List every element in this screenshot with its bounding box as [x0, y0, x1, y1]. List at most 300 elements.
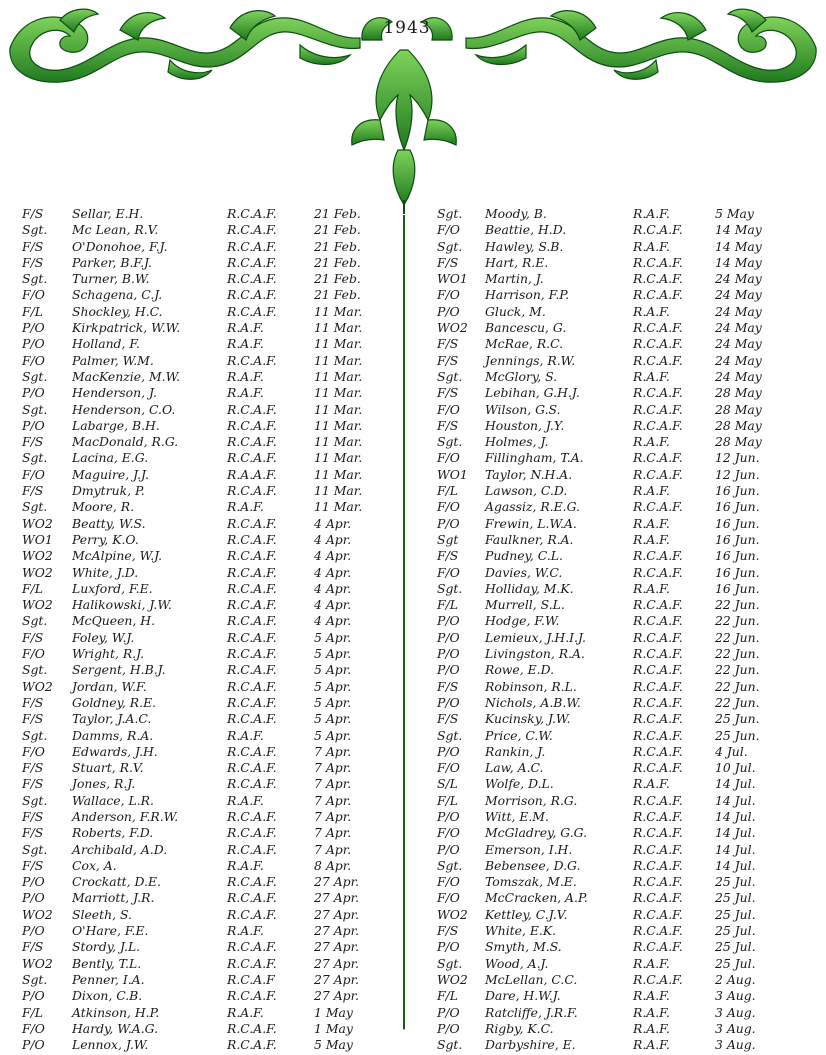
entry-air-force: R.A.F.: [227, 857, 264, 873]
entry-date: 7 Apr.: [314, 760, 352, 776]
entry-air-force: R.C.A.F.: [227, 662, 277, 678]
entry-name: Lennox, J.W.: [72, 1037, 149, 1053]
entry-air-force: R.C.A.F.: [633, 629, 683, 645]
entry-date: 27 Apr.: [314, 906, 360, 922]
entry-air-force: R.A.F.: [227, 385, 264, 401]
entry-name: Mc Lean, R.V.: [72, 222, 159, 238]
entry-air-force: R.A.F.: [633, 206, 670, 221]
entry-rank: F/O: [22, 1020, 45, 1036]
entry-air-force: R.C.A.F.: [227, 417, 277, 433]
entry-rank: F/S: [22, 711, 44, 727]
entry-rank: F/S: [22, 254, 44, 270]
entry-date: 24 May: [715, 368, 762, 384]
entry-date: 5 May: [715, 206, 754, 221]
entry-air-force: R.A.F.: [227, 499, 264, 515]
entry-rank: WO2: [22, 515, 53, 531]
entry-date: 16 Jun.: [715, 580, 760, 596]
entry-name: Wright, R.J.: [72, 646, 145, 662]
entry-rank: P/O: [437, 1004, 460, 1020]
entry-date: 24 May: [715, 287, 762, 303]
entry-rank: F/L: [437, 988, 458, 1004]
entry-air-force: R.A.F.: [227, 320, 264, 336]
entry-air-force: R.C.A.F.: [227, 597, 277, 613]
entry-date: 3 Aug.: [715, 1037, 756, 1053]
entry-air-force: R.C.A.F.: [227, 254, 277, 270]
entry-date: 12 Jun.: [715, 466, 760, 482]
entry-air-force: R.C.A.F.: [633, 825, 683, 841]
entry-date: 5 Apr.: [314, 711, 352, 727]
entry-date: 3 Aug.: [715, 988, 756, 1004]
entry-date: 11 Mar.: [314, 499, 363, 515]
entry-air-force: R.A.F.: [633, 483, 670, 499]
entry-name: MacKenzie, M.W.: [72, 368, 181, 384]
entry-air-force: R.C.A.F.: [633, 352, 683, 368]
entry-name: Goldney, R.E.: [72, 694, 157, 710]
entry-air-force: R.C.A.F.: [227, 580, 277, 596]
entry-date: 24 May: [715, 336, 762, 352]
entry-name: Ratcliffe, J.R.F.: [485, 1004, 578, 1020]
entry-name: Pudney, C.L.: [485, 548, 563, 564]
entry-name: Edwards, J.H.: [72, 743, 158, 759]
entry-rank: F/S: [22, 238, 44, 254]
entry-date: 25 Jun.: [715, 727, 760, 743]
entry-date: 14 Jul.: [715, 841, 756, 857]
entry-date: 11 Mar.: [314, 434, 363, 450]
entry-date: 22 Jun.: [715, 597, 760, 613]
entry-date: 3 Aug.: [715, 1004, 756, 1020]
entry-date: 25 Jul.: [715, 906, 756, 922]
entry-rank: P/O: [22, 417, 45, 433]
entry-rank: F/O: [437, 874, 460, 890]
entry-rank: F/O: [437, 287, 460, 303]
entry-date: 4 Apr.: [314, 597, 352, 613]
entry-rank: P/O: [437, 1020, 460, 1036]
entry-air-force: R.A.F.: [633, 955, 670, 971]
entry-rank: F/L: [22, 580, 43, 596]
entry-rank: F/O: [22, 743, 45, 759]
entry-air-force: R.C.A.F.: [227, 760, 277, 776]
entry-rank: Sgt.: [22, 727, 48, 743]
entry-air-force: R.C.A.F.: [633, 450, 683, 466]
entry-air-force: R.C.A.F.: [633, 760, 683, 776]
entry-air-force: R.A.F.: [227, 727, 264, 743]
entry-name: McAlpine, W.J.: [72, 548, 163, 564]
entry-rank: F/O: [22, 287, 45, 303]
entry-date: 7 Apr.: [314, 825, 352, 841]
entry-rank: P/O: [437, 629, 460, 645]
entry-name: Beatty, W.S.: [72, 515, 146, 531]
entry-date: 24 May: [715, 352, 762, 368]
entry-date: 5 May: [314, 1037, 353, 1053]
entry-rank: P/O: [22, 923, 45, 939]
entry-rank: WO2: [22, 548, 53, 564]
entry-date: 27 Apr.: [314, 955, 360, 971]
entry-name: Taylor, N.H.A.: [485, 466, 573, 482]
entry-date: 2 Aug.: [715, 971, 756, 987]
entry-air-force: R.C.A.F.: [633, 662, 683, 678]
entry-air-force: R.C.A.F.: [227, 955, 277, 971]
entry-date: 25 Jun.: [715, 711, 760, 727]
entry-rank: Sgt.: [22, 450, 48, 466]
entry-air-force: R.C.A.F.: [633, 923, 683, 939]
entry-rank: Sgt.: [437, 238, 463, 254]
entry-rank: Sgt.: [437, 1037, 463, 1053]
entry-rank: Sgt: [437, 531, 459, 547]
entry-rank: F/S: [437, 352, 459, 368]
entry-rank: WO1: [437, 466, 468, 482]
entry-name: Maguire, J.J.: [72, 466, 149, 482]
entry-name: Holliday, M.K.: [485, 580, 574, 596]
entry-date: 25 Jul.: [715, 874, 756, 890]
entry-air-force: R.C.A.F.: [227, 303, 277, 319]
entry-name: Penner, I.A.: [72, 971, 145, 987]
entry-name: Wallace, L.R.: [72, 792, 154, 808]
entry-name: Henderson, C.O.: [72, 401, 176, 417]
entry-rank: F/L: [22, 1004, 43, 1020]
entry-rank: WO2: [22, 564, 53, 580]
entry-date: 11 Mar.: [314, 466, 363, 482]
entry-name: Bently, T.L.: [72, 955, 142, 971]
entry-date: 11 Mar.: [314, 303, 363, 319]
entry-name: Davies, W.C.: [485, 564, 563, 580]
entry-date: 14 Jul.: [715, 808, 756, 824]
entry-name: Lacina, E.G.: [72, 450, 149, 466]
entry-name: Darbyshire, E.: [485, 1037, 576, 1053]
entry-name: Martin, J.: [485, 271, 544, 287]
entry-name: Morrison, R.G.: [485, 792, 578, 808]
entry-name: Roberts, F.D.: [72, 825, 154, 841]
entry-air-force: R.C.A.F.: [633, 646, 683, 662]
entry-date: 22 Jun.: [715, 662, 760, 678]
entry-name: Law, A.C.: [485, 760, 544, 776]
entry-name: Robinson, R.L.: [485, 678, 577, 694]
entry-rank: Sgt.: [437, 434, 463, 450]
entry-name: Bebensee, D.G.: [485, 857, 581, 873]
entry-air-force: R.C.A.F.: [633, 271, 683, 287]
entry-name: Rigby, K.C.: [485, 1020, 554, 1036]
entry-date: 22 Jun.: [715, 678, 760, 694]
entry-date: 27 Apr.: [314, 874, 360, 890]
entry-rank: Sgt.: [22, 662, 48, 678]
entry-name: Price, C.W.: [485, 727, 553, 743]
entry-rank: WO2: [437, 971, 468, 987]
entry-name: Livingston, R.A.: [485, 646, 585, 662]
entry-rank: F/S: [22, 483, 44, 499]
entry-air-force: R.C.A.F.: [633, 254, 683, 270]
entry-date: 21 Feb.: [314, 254, 361, 270]
entry-name: Sellar, E.H.: [72, 206, 144, 221]
entry-date: 4 Apr.: [314, 580, 352, 596]
entry-rank: P/O: [22, 1037, 45, 1053]
entry-rank: P/O: [437, 303, 460, 319]
entry-name: Agassiz, R.E.G.: [485, 499, 580, 515]
entry-rank: WO2: [22, 906, 53, 922]
entry-air-force: R.C.A.F.: [227, 841, 277, 857]
entry-rank: F/L: [437, 483, 458, 499]
entry-name: Smyth, M.S.: [485, 939, 562, 955]
entry-air-force: R.C.A.F.: [633, 711, 683, 727]
entry-date: 14 Jul.: [715, 825, 756, 841]
entry-rank: P/O: [437, 808, 460, 824]
entry-rank: F/S: [22, 857, 44, 873]
entry-name: Nichols, A.B.W.: [485, 694, 581, 710]
entry-date: 10 Jul.: [715, 760, 756, 776]
entry-rank: P/O: [22, 890, 45, 906]
entry-rank: F/S: [22, 825, 44, 841]
entry-air-force: R.C.A.F.: [633, 548, 683, 564]
entry-rank: F/S: [437, 254, 459, 270]
entry-date: 5 Apr.: [314, 646, 352, 662]
entry-name: Sergent, H.B.J.: [72, 662, 166, 678]
entry-date: 22 Jun.: [715, 646, 760, 662]
entry-date: 11 Mar.: [314, 417, 363, 433]
entry-name: MacDonald, R.G.: [72, 434, 179, 450]
entry-air-force: R.C.A.F.: [227, 352, 277, 368]
entry-rank: F/L: [437, 597, 458, 613]
entry-rank: F/S: [22, 434, 44, 450]
entry-name: Turner, B.W.: [72, 271, 150, 287]
entry-date: 27 Apr.: [314, 971, 360, 987]
entry-date: 28 May: [715, 401, 762, 417]
column-divider: [403, 215, 405, 1030]
entry-air-force: R.C.A.F.: [227, 825, 277, 841]
entry-air-force: R.C.A.F.: [633, 222, 683, 238]
entry-date: 27 Apr.: [314, 923, 360, 939]
entry-date: 16 Jun.: [715, 564, 760, 580]
entry-name: Taylor, J.A.C.: [72, 711, 152, 727]
entry-name: Labarge, B.H.: [72, 417, 160, 433]
entry-name: Rankin, J.: [485, 743, 546, 759]
entry-name: Foley, W.J.: [72, 629, 135, 645]
entry-rank: P/O: [22, 385, 45, 401]
entry-rank: WO1: [22, 531, 53, 547]
entry-air-force: R.C.A.F.: [227, 238, 277, 254]
entry-air-force: R.C.A.F.: [227, 988, 277, 1004]
entry-name: Lebihan, G.H.J.: [485, 385, 580, 401]
entry-air-force: R.C.A.F.: [227, 629, 277, 645]
entry-air-force: R.C.A.F.: [633, 678, 683, 694]
entry-rank: Sgt.: [22, 971, 48, 987]
entry-date: 11 Mar.: [314, 320, 363, 336]
entry-air-force: R.A.F.: [633, 303, 670, 319]
entry-rank: F/S: [437, 678, 459, 694]
entry-date: 28 May: [715, 385, 762, 401]
entry-name: Faulkner, R.A.: [485, 531, 574, 547]
entry-date: 4 Apr.: [314, 548, 352, 564]
entry-air-force: R.C.A.F.: [633, 971, 683, 987]
entry-name: Stordy, J.L.: [72, 939, 141, 955]
entry-date: 7 Apr.: [314, 743, 352, 759]
entry-air-force: R.C.A.F.: [227, 287, 277, 303]
entry-rank: P/O: [437, 613, 460, 629]
entry-name: Hodge, F.W.: [485, 613, 560, 629]
entry-air-force: R.C.A.F.: [633, 287, 683, 303]
entry-date: 14 May: [715, 238, 762, 254]
entry-air-force: R.C.A.F.: [633, 808, 683, 824]
entry-air-force: R.A.F.: [633, 434, 670, 450]
entry-date: 21 Feb.: [314, 206, 361, 221]
entry-name: O'Donohoe, F.J.: [72, 238, 168, 254]
entry-air-force: R.C.A.F.: [227, 906, 277, 922]
entry-date: 1 May: [314, 1004, 353, 1020]
entry-name: Murrell, S.L.: [485, 597, 565, 613]
entry-date: 1 May: [314, 1020, 353, 1036]
entry-air-force: R.C.A.F.: [227, 483, 277, 499]
entry-date: 24 May: [715, 320, 762, 336]
entry-date: 5 Apr.: [314, 727, 352, 743]
entry-name: Emerson, I.H.: [485, 841, 573, 857]
entry-rank: P/O: [22, 320, 45, 336]
entry-rank: F/S: [437, 417, 459, 433]
entry-date: 16 Jun.: [715, 548, 760, 564]
entry-name: Hardy, W.A.G.: [72, 1020, 159, 1036]
entry-date: 5 Apr.: [314, 694, 352, 710]
entry-date: 11 Mar.: [314, 385, 363, 401]
entry-rank: P/O: [22, 874, 45, 890]
entry-date: 4 Jul.: [715, 743, 748, 759]
entry-name: Luxford, F.E.: [72, 580, 153, 596]
entry-name: White, E.K.: [485, 923, 557, 939]
entry-rank: F/S: [22, 694, 44, 710]
entry-name: Atkinson, H.P.: [72, 1004, 160, 1020]
entry-rank: F/S: [22, 629, 44, 645]
entry-air-force: R.C.A.F.: [227, 939, 277, 955]
entry-name: Hawley, S.B.: [485, 238, 564, 254]
entry-date: 16 Jun.: [715, 515, 760, 531]
entry-air-force: R.A.F.: [633, 580, 670, 596]
entry-air-force: R.A.F.: [633, 238, 670, 254]
entry-rank: S/L: [437, 776, 458, 792]
entry-air-force: R.C.A.F.: [227, 678, 277, 694]
entry-name: McGladrey, G.G.: [485, 825, 588, 841]
entry-date: 22 Jun.: [715, 629, 760, 645]
entry-rank: P/O: [437, 646, 460, 662]
entry-name: Kettley, C.J.V.: [485, 906, 568, 922]
entry-air-force: R.C.A.F.: [633, 939, 683, 955]
entry-name: Moore, R.: [72, 499, 135, 515]
entry-name: Dare, H.W.J.: [485, 988, 561, 1004]
entry-date: 11 Mar.: [314, 401, 363, 417]
entry-rank: F/S: [22, 808, 44, 824]
entry-date: 21 Feb.: [314, 238, 361, 254]
entry-date: 14 Jul.: [715, 857, 756, 873]
entry-rank: F/L: [22, 303, 43, 319]
entry-date: 22 Jun.: [715, 694, 760, 710]
entry-name: Kucinsky, J.W.: [485, 711, 571, 727]
entry-name: Rowe, E.D.: [485, 662, 555, 678]
entry-date: 4 Apr.: [314, 515, 352, 531]
entry-date: 5 Apr.: [314, 678, 352, 694]
entry-air-force: R.C.A.F.: [227, 531, 277, 547]
entry-air-force: R.C.A.F.: [227, 694, 277, 710]
entry-air-force: R.C.A.F.: [633, 792, 683, 808]
entry-air-force: R.C.A.F.: [633, 743, 683, 759]
entry-date: 27 Apr.: [314, 890, 360, 906]
entry-rank: P/O: [437, 743, 460, 759]
entry-date: 16 Jun.: [715, 531, 760, 547]
entry-rank: F/O: [437, 825, 460, 841]
entry-name: O'Hare, F.E.: [72, 923, 149, 939]
entry-name: Wood, A.J.: [485, 955, 549, 971]
entry-date: 28 May: [715, 434, 762, 450]
entry-date: 3 Aug.: [715, 1020, 756, 1036]
entry-rank: Sgt.: [22, 271, 48, 287]
entry-air-force: R.C.A.F.: [633, 564, 683, 580]
entry-air-force: R.C.A.F.: [633, 841, 683, 857]
entry-name: Beattie, H.D.: [485, 222, 567, 238]
entry-name: McLellan, C.C.: [485, 971, 578, 987]
entry-air-force: R.C.A.F.: [227, 450, 277, 466]
entry-name: Palmer, W.M.: [72, 352, 154, 368]
entry-name: Jones, R.J.: [72, 776, 136, 792]
entry-date: 4 Apr.: [314, 531, 352, 547]
entry-name: Anderson, F.R.W.: [72, 808, 179, 824]
entry-name: McRae, R.C.: [485, 336, 564, 352]
entry-date: 4 Apr.: [314, 613, 352, 629]
entry-date: 7 Apr.: [314, 808, 352, 824]
entry-air-force: R.C.A.F: [227, 971, 275, 987]
entry-air-force: R.C.A.F.: [633, 906, 683, 922]
entry-name: Damms, R.A.: [72, 727, 154, 743]
entry-rank: Sgt.: [22, 792, 48, 808]
entry-air-force: R.C.A.F.: [633, 613, 683, 629]
entry-rank: F/S: [437, 711, 459, 727]
entry-air-force: R.C.A.F.: [227, 743, 277, 759]
entry-rank: Sgt.: [22, 499, 48, 515]
entry-name: Holmes, J.: [485, 434, 549, 450]
entry-rank: WO2: [22, 955, 53, 971]
entry-rank: P/O: [22, 988, 45, 1004]
entry-rank: F/O: [22, 646, 45, 662]
entry-air-force: R.C.A.F.: [633, 857, 683, 873]
entry-rank: Sgt.: [437, 857, 463, 873]
entry-rank: Sgt.: [22, 222, 48, 238]
entry-date: 12 Jun.: [715, 450, 760, 466]
entry-rank: F/S: [437, 923, 459, 939]
entry-rank: F/O: [22, 352, 45, 368]
entry-air-force: R.A.F.: [633, 1037, 670, 1053]
entry-name: Shockley, H.C.: [72, 303, 163, 319]
entry-rank: F/O: [437, 760, 460, 776]
entry-air-force: R.C.A.F.: [633, 385, 683, 401]
entry-rank: F/S: [22, 760, 44, 776]
entry-name: Gluck, M.: [485, 303, 546, 319]
entry-name: Holland, F.: [72, 336, 140, 352]
entry-rank: F/S: [22, 206, 44, 221]
entry-rank: P/O: [437, 841, 460, 857]
entry-rank: F/L: [437, 792, 458, 808]
entry-rank: Sgt.: [22, 368, 48, 384]
entry-date: 16 Jun.: [715, 483, 760, 499]
entry-name: McQueen, H.: [72, 613, 156, 629]
entry-air-force: R.C.A.F.: [227, 206, 277, 221]
entry-date: 14 May: [715, 222, 762, 238]
entry-name: Houston, J.Y.: [485, 417, 565, 433]
entry-name: Harrison, F.P.: [485, 287, 570, 303]
entry-date: 24 May: [715, 271, 762, 287]
entry-air-force: R.A.F.: [227, 1004, 264, 1020]
entry-date: 7 Apr.: [314, 776, 352, 792]
entry-date: 25 Jul.: [715, 955, 756, 971]
entry-name: Bancescu, G.: [485, 320, 567, 336]
entry-air-force: R.C.A.F.: [227, 564, 277, 580]
entry-air-force: R.C.A.F.: [227, 515, 277, 531]
entry-name: Perry, K.O.: [72, 531, 139, 547]
entry-date: 25 Jul.: [715, 890, 756, 906]
entry-date: 14 May: [715, 254, 762, 270]
entry-name: Frewin, L.W.A.: [485, 515, 577, 531]
entry-date: 27 Apr.: [314, 939, 360, 955]
